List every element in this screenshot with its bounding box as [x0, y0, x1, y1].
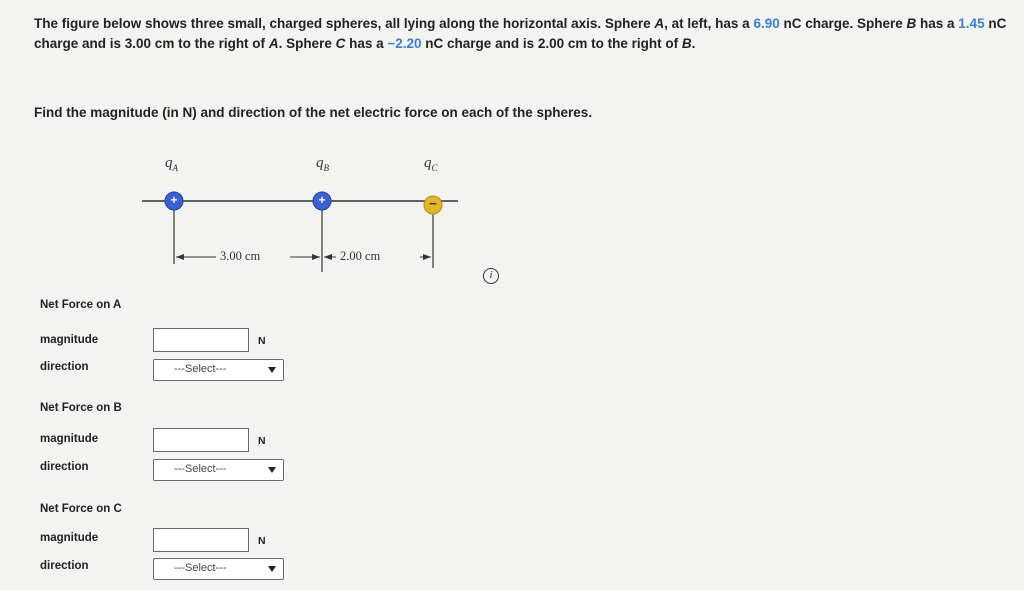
- arrowhead-ab-right: [312, 254, 320, 260]
- direction-select-c[interactable]: [153, 558, 284, 580]
- unit-label-c: N: [258, 535, 266, 547]
- magnitude-label-c: magnitude: [40, 532, 99, 544]
- chevron-down-icon: [268, 467, 276, 473]
- magnitude-label-b: magnitude: [40, 433, 99, 445]
- sign-c: −: [429, 196, 437, 211]
- label-qc: $q_C$: [424, 155, 438, 173]
- problem-statement: [34, 14, 1014, 54]
- problem-text: . Sphere: [278, 36, 336, 51]
- direction-label-b: direction: [40, 461, 89, 473]
- problem-text: The figure below shows three small, charged spheres, all lying along the horizontal axis. Sphere: [34, 16, 655, 31]
- problem-text: has a: [345, 36, 388, 51]
- section-title-b: Net Force on B: [40, 402, 122, 414]
- label-qb: $q_B$: [316, 155, 329, 173]
- arrowhead-bc-left: [324, 254, 332, 260]
- unit-label-b: N: [258, 435, 266, 447]
- select-value: ---Select---: [174, 463, 227, 475]
- problem-text: nC charge and is 3.00 cm to the right of: [34, 16, 1007, 51]
- chevron-down-icon: [268, 367, 276, 373]
- info-icon[interactable]: i: [483, 268, 499, 284]
- charge-c-value: −2.20: [387, 36, 422, 51]
- problem-text: nC charge and is 2.00 cm to the right of: [421, 36, 682, 51]
- section-title-c: Net Force on C: [40, 503, 122, 515]
- instruction-text: Find the magnitude (in N) and direction of the net electric force on each of the spheres.: [34, 105, 593, 120]
- problem-text: , at left, has a: [664, 16, 754, 31]
- magnitude-input-a[interactable]: [153, 328, 249, 352]
- distance-bc: 2.00 cm: [340, 249, 381, 263]
- direction-label-c: direction: [40, 560, 89, 572]
- select-value: ---Select---: [174, 363, 227, 375]
- magnitude-input-c[interactable]: [153, 528, 249, 552]
- sphere-b-ref: B: [681, 36, 692, 51]
- arrowhead-bc-right: [423, 254, 431, 260]
- sphere-b-ref: B: [906, 16, 917, 31]
- sign-b: +: [318, 193, 326, 207]
- direction-select-a[interactable]: [153, 359, 284, 381]
- magnitude-input-b[interactable]: [153, 428, 249, 452]
- problem-text: nC charge. Sphere: [779, 16, 907, 31]
- label-qa: $q_A$: [165, 155, 178, 173]
- distance-ab: 3.00 cm: [220, 249, 261, 263]
- chevron-down-icon: [268, 566, 276, 572]
- unit-label-a: N: [258, 335, 266, 347]
- sphere-a-ref: A: [268, 36, 279, 51]
- sign-a: +: [170, 193, 178, 207]
- sphere-a-ref: A: [654, 16, 665, 31]
- charge-diagram: [140, 150, 470, 280]
- problem-text: has a: [916, 16, 959, 31]
- section-title-a: Net Force on A: [40, 299, 122, 311]
- direction-label-a: direction: [40, 361, 89, 373]
- charge-a-value: 6.90: [753, 16, 780, 31]
- sphere-c-ref: C: [335, 36, 346, 51]
- arrowhead-ab-left: [176, 254, 184, 260]
- problem-text: .: [691, 36, 696, 51]
- direction-select-b[interactable]: [153, 459, 284, 481]
- diagram-svg: [140, 150, 470, 280]
- magnitude-label-a: magnitude: [40, 334, 99, 346]
- charge-b-value: 1.45: [958, 16, 985, 31]
- select-value: ---Select---: [174, 562, 227, 574]
